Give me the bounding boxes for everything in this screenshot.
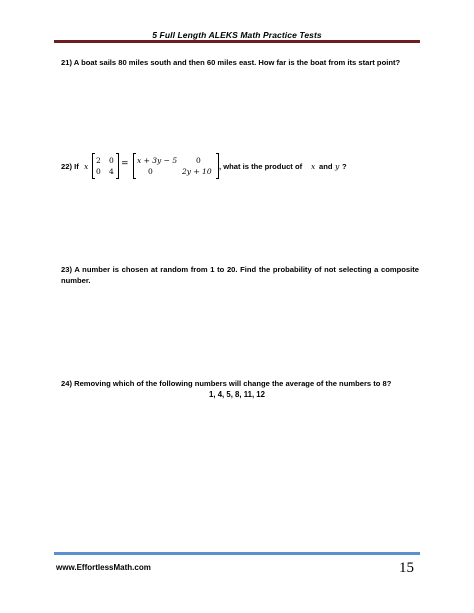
- question-24: 24) Removing which of the following numbers will change the average of the numbers to 8?: [61, 379, 392, 388]
- header-rule: [54, 40, 420, 43]
- q22-right-matrix: [133, 154, 219, 178]
- question-24-number-list: 1, 4, 5, 8, 11, 12: [209, 390, 265, 399]
- page-header-title: 5 Full Length ALEKS Math Practice Tests: [152, 30, 322, 40]
- matrix-cell: x + 3y − 5: [137, 156, 178, 165]
- matrix-cell: 4: [109, 167, 114, 176]
- matrix-cell: 2y + 10: [182, 167, 212, 176]
- q22-left-matrix: [92, 154, 119, 178]
- q22-equals: =: [121, 159, 129, 169]
- matrix-cell: 0: [96, 167, 101, 176]
- question-22: [61, 154, 419, 184]
- q22-var-y: y: [335, 162, 340, 171]
- matrix-cell: 0: [109, 156, 114, 165]
- footer-rule: [54, 552, 420, 555]
- q22-var-x2: x: [311, 162, 316, 171]
- matrix-cell: 0: [196, 156, 201, 165]
- q22-var-x: x: [84, 162, 89, 171]
- question-21: 21) A boat sails 80 miles south and then 60 miles east. How far is the boat from its start point?: [61, 58, 401, 67]
- q22-and: and: [319, 162, 333, 171]
- matrix-cell: 0: [148, 167, 153, 176]
- q22-qmark: ?: [342, 162, 347, 171]
- matrix-cell: 2: [96, 156, 101, 165]
- footer-website-link[interactable]: www.EffortlessMath.com: [56, 563, 151, 572]
- question-23: 23) A number is chosen at random from 1 to 20. Find the probability of not selecting a composite number.: [61, 265, 419, 285]
- q22-prefix: 22) If: [61, 162, 79, 171]
- q22-suffix: , what is the product of: [219, 162, 303, 171]
- page-number: 15: [399, 560, 414, 576]
